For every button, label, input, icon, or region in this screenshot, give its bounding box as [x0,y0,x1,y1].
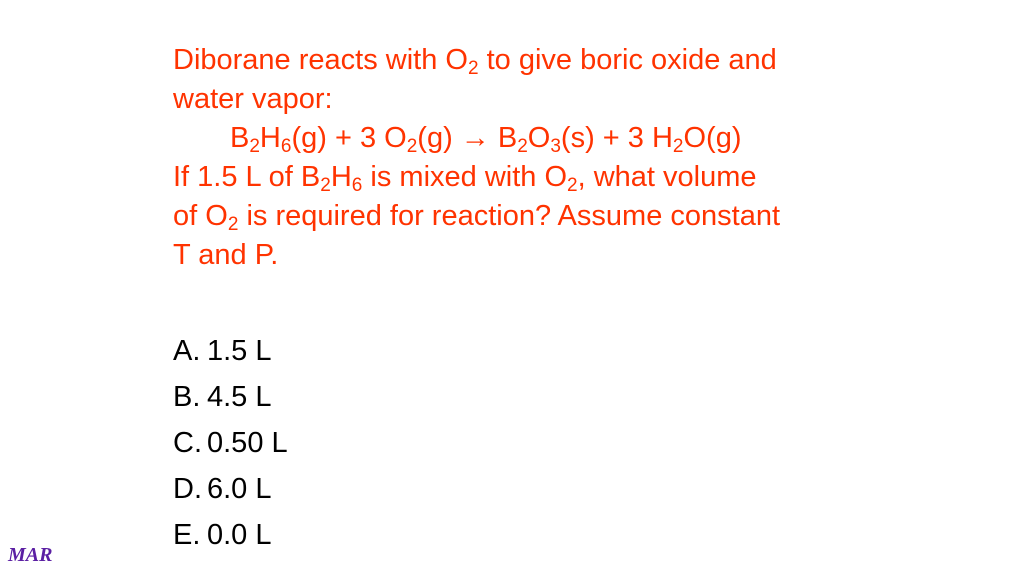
text-segment: (g) + 3 O [291,122,407,154]
answer-text: 0.50 L [207,427,288,459]
chemical-equation [173,119,873,158]
answer-text: 6.0 L [207,473,272,505]
subscript: 6 [280,136,292,157]
author-mark: MAR [8,544,53,566]
subscript: 2 [517,136,528,157]
text-segment: to give boric oxide and [478,44,777,76]
question-line-5 [173,197,873,236]
answer-letter: A. [173,335,201,367]
answer-choice-e [173,516,288,562]
answer-letter: E. [173,519,201,551]
text-segment: O [527,122,551,154]
text-segment: (s) + 3 H [560,122,673,154]
subscript: 3 [550,136,561,157]
answer-text: 4.5 L [207,381,272,413]
text-segment: Diborane reacts with O [173,44,468,76]
subscript: 2 [467,58,479,79]
answer-choice-c [173,424,288,470]
answer-text: 1.5 L [207,335,272,367]
answer-text: 0.0 L [207,519,272,551]
subscript: 2 [567,175,578,196]
answer-letter: D. [173,473,202,505]
text-segment: is required for reaction? Assume constant [238,200,781,232]
answer-letter: C. [173,427,202,459]
question-line-1 [173,41,873,80]
text-segment: of O [173,200,228,232]
text-segment: B [230,122,250,154]
text-segment: H [330,161,352,193]
text-segment: O(g) [683,122,742,154]
text-segment: , what volume [577,161,757,193]
answer-choice-a [173,332,288,378]
question-line-4 [173,158,873,197]
subscript: 2 [406,136,418,157]
answer-choice-d [173,470,288,516]
text-segment: (g) → B [417,122,518,154]
question-line-2: water vapor: [173,83,333,115]
text-segment: H [259,122,281,154]
question-line-6: T and P. [173,239,279,271]
text-segment: If 1.5 L of B [173,161,321,193]
answer-choices [173,332,288,562]
question-text [173,41,873,275]
subscript: 2 [227,214,239,235]
text-segment: is mixed with O [362,161,568,193]
answer-choice-b [173,378,288,424]
answer-letter: B. [173,381,201,413]
subscript: 6 [351,175,363,196]
subscript: 2 [672,136,684,157]
subscript: 2 [320,175,331,196]
subscript: 2 [249,136,260,157]
